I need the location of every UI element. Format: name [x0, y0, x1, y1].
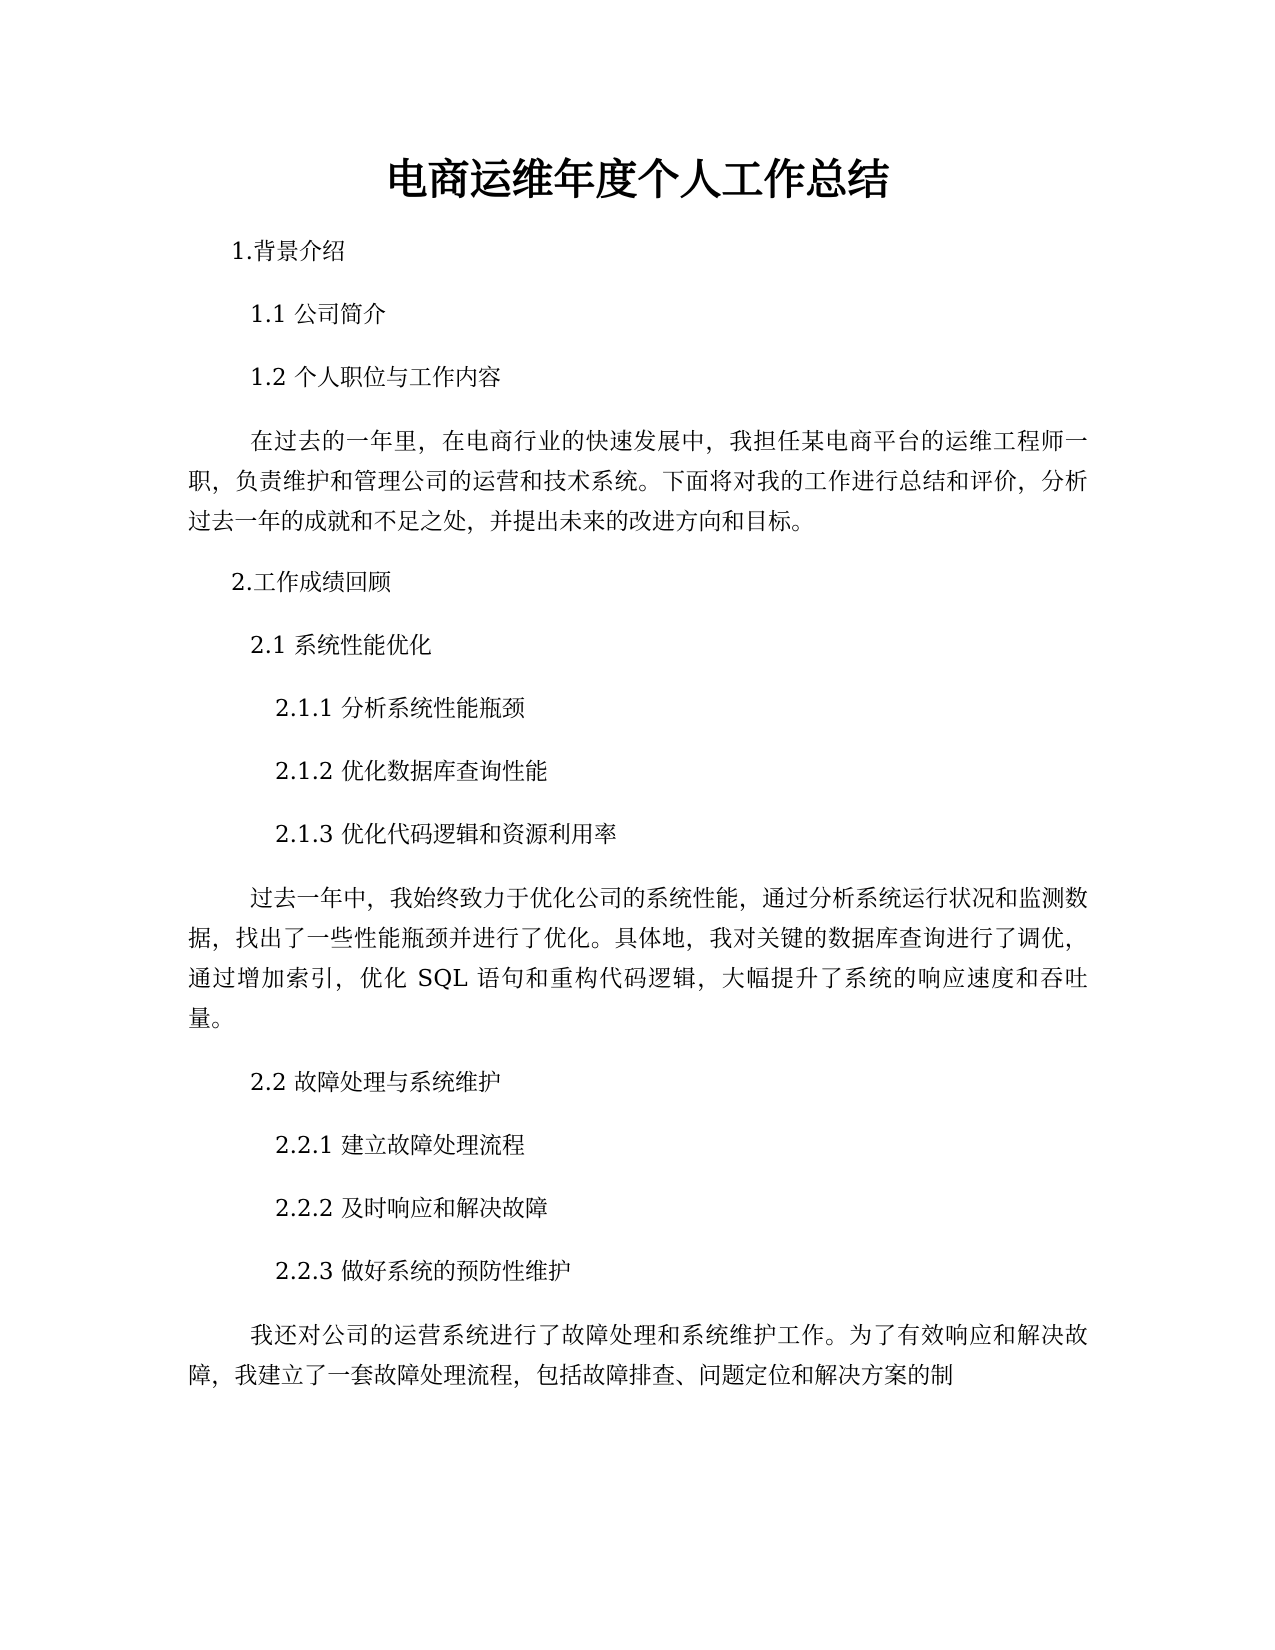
- paragraph-intro: 在过去的一年里，在电商行业的快速发展中，我担任某电商平台的运维工程师一职，负责维护和管理公司的运营和技术系统。下面将对我的工作进行总结和评价，分析过去一年的成就和不足之处，并提出未来的改进方向和目标。: [188, 429, 1088, 535]
- heading-code-logic: 2.1.3 优化代码逻辑和资源利用率: [275, 822, 617, 848]
- heading-performance: 2.1 系统性能优化: [250, 633, 432, 659]
- paragraph-performance: 过去一年中，我始终致力于优化公司的系统性能，通过分析系统运行状况和监测数据，找出了一些性能瓶颈并进行了优化。具体地，我对关键的数据库查询进行了调优，通过增加索引，优化 SQL 语句和重构代码逻辑，大幅提升了系统的响应速度和吞吐量。: [188, 886, 1088, 1032]
- document-title: 电商运维年度个人工作总结: [385, 155, 890, 204]
- paragraph-maintenance: 我还对公司的运营系统进行了故障处理和系统维护工作。为了有效响应和解决故障，我建立了一套故障处理流程，包括故障排查、问题定位和解决方案的制: [188, 1323, 1088, 1389]
- heading-preventive: 2.2.3 做好系统的预防性维护: [275, 1259, 571, 1285]
- heading-fault-response: 2.2.2 及时响应和解决故障: [275, 1196, 548, 1222]
- heading-company-intro: 1.1 公司简介: [250, 302, 386, 328]
- heading-position: 1.2 个人职位与工作内容: [250, 365, 501, 391]
- heading-db-query: 2.1.2 优化数据库查询性能: [275, 759, 548, 785]
- heading-bottleneck: 2.1.1 分析系统性能瓶颈: [275, 696, 525, 722]
- heading-background: 1.背景介绍: [231, 239, 345, 265]
- heading-fault-process: 2.2.1 建立故障处理流程: [275, 1133, 525, 1159]
- heading-fault-handling: 2.2 故障处理与系统维护: [250, 1070, 501, 1096]
- heading-achievements: 2.工作成绩回顾: [231, 570, 391, 596]
